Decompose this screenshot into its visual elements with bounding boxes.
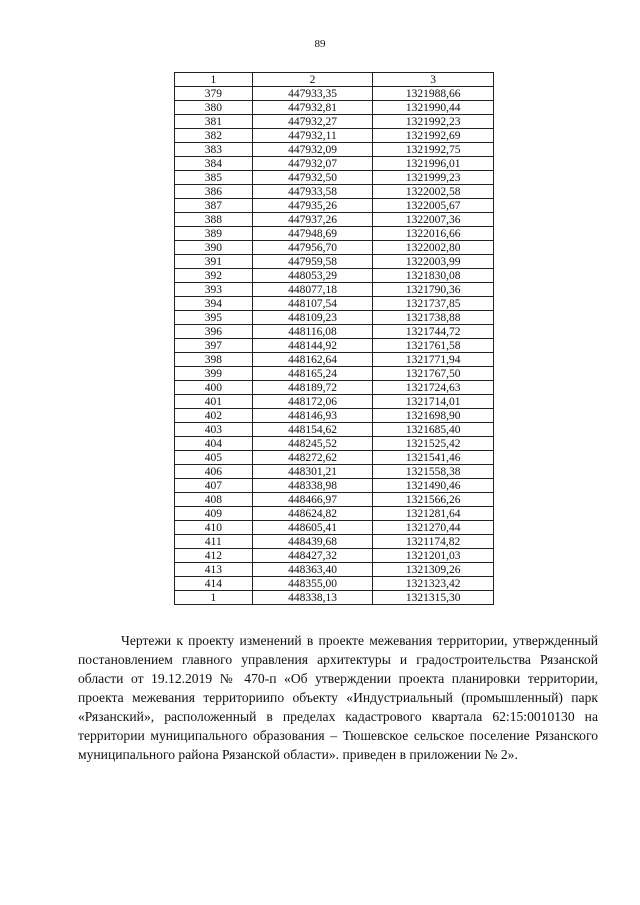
cell-y-coordinate: 1321323,42 — [373, 577, 494, 591]
table-row — [175, 269, 494, 283]
cell-point-number: 407 — [175, 479, 253, 493]
cell-point-number: 385 — [175, 171, 253, 185]
cell-y-coordinate: 1321201,03 — [373, 549, 494, 563]
table-row — [175, 213, 494, 227]
table-row — [175, 143, 494, 157]
cell-y-coordinate: 1321558,38 — [373, 465, 494, 479]
cell-x-coordinate: 447948,69 — [252, 227, 373, 241]
cell-y-coordinate: 1321698,90 — [373, 409, 494, 423]
cell-y-coordinate: 1321566,26 — [373, 493, 494, 507]
cell-x-coordinate: 448245,52 — [252, 437, 373, 451]
cell-x-coordinate: 447959,58 — [252, 255, 373, 269]
cell-x-coordinate: 448466,97 — [252, 493, 373, 507]
page-number: 89 — [314, 38, 326, 50]
body-paragraph: Чертежи к проекту изменений в проекте межевания территории, утвержденный постановлением главного управления архитектуры и градостроительства Рязанской области от 19.12.2019 № 470-п «Об утверждении проекта планировки территории, проекта межевания территориипо объекту «Индустриальный (промышленный) парк «Рязанский», расположенный в пределах кадастрового квартала 62:15:0010130 на территории муниципального образования – Тюшевское сельское поселение Рязанского муниципального района Рязанской области». приведен в приложении № 2». — [78, 633, 598, 762]
cell-y-coordinate: 1321761,58 — [373, 339, 494, 353]
cell-point-number: 411 — [175, 535, 253, 549]
cell-point-number: 413 — [175, 563, 253, 577]
cell-point-number: 391 — [175, 255, 253, 269]
cell-x-coordinate: 448338,13 — [252, 591, 373, 605]
cell-y-coordinate: 1321685,40 — [373, 423, 494, 437]
table-row — [175, 87, 494, 101]
cell-x-coordinate: 448116,08 — [252, 325, 373, 339]
column-header-point: 1 — [175, 73, 253, 87]
cell-x-coordinate: 448189,72 — [252, 381, 373, 395]
cell-point-number: 400 — [175, 381, 253, 395]
cell-point-number: 409 — [175, 507, 253, 521]
cell-x-coordinate: 448162,64 — [252, 353, 373, 367]
table-row — [175, 367, 494, 381]
table-row — [175, 465, 494, 479]
coordinates-table-body — [175, 87, 494, 605]
cell-x-coordinate: 447956,70 — [252, 241, 373, 255]
cell-y-coordinate: 1321490,46 — [373, 479, 494, 493]
cell-x-coordinate: 448272,62 — [252, 451, 373, 465]
cell-x-coordinate: 447932,50 — [252, 171, 373, 185]
cell-y-coordinate: 1321992,23 — [373, 115, 494, 129]
cell-y-coordinate: 1321992,75 — [373, 143, 494, 157]
cell-point-number: 410 — [175, 521, 253, 535]
cell-point-number: 396 — [175, 325, 253, 339]
cell-point-number: 389 — [175, 227, 253, 241]
cell-y-coordinate: 1321309,26 — [373, 563, 494, 577]
cell-x-coordinate: 447932,09 — [252, 143, 373, 157]
cell-x-coordinate: 448355,00 — [252, 577, 373, 591]
cell-x-coordinate: 448077,18 — [252, 283, 373, 297]
cell-point-number: 393 — [175, 283, 253, 297]
cell-y-coordinate: 1322002,80 — [373, 241, 494, 255]
table-row — [175, 171, 494, 185]
cell-y-coordinate: 1321999,23 — [373, 171, 494, 185]
table-row — [175, 283, 494, 297]
cell-y-coordinate: 1322016,66 — [373, 227, 494, 241]
table-row — [175, 507, 494, 521]
cell-point-number: 1 — [175, 591, 253, 605]
cell-point-number: 394 — [175, 297, 253, 311]
cell-x-coordinate: 448427,32 — [252, 549, 373, 563]
cell-y-coordinate: 1321724,63 — [373, 381, 494, 395]
cell-y-coordinate: 1321714,01 — [373, 395, 494, 409]
cell-point-number: 382 — [175, 129, 253, 143]
cell-x-coordinate: 448144,92 — [252, 339, 373, 353]
table-row — [175, 563, 494, 577]
cell-point-number: 387 — [175, 199, 253, 213]
cell-point-number: 381 — [175, 115, 253, 129]
cell-y-coordinate: 1321996,01 — [373, 157, 494, 171]
table-row — [175, 451, 494, 465]
cell-point-number: 386 — [175, 185, 253, 199]
cell-point-number: 402 — [175, 409, 253, 423]
table-row — [175, 535, 494, 549]
cell-point-number: 392 — [175, 269, 253, 283]
cell-x-coordinate: 447932,11 — [252, 129, 373, 143]
table-header-row — [175, 73, 494, 87]
cell-point-number: 384 — [175, 157, 253, 171]
cell-x-coordinate: 448363,40 — [252, 563, 373, 577]
cell-y-coordinate: 1321790,36 — [373, 283, 494, 297]
cell-point-number: 408 — [175, 493, 253, 507]
cell-x-coordinate: 448301,21 — [252, 465, 373, 479]
table-row — [175, 227, 494, 241]
table-row — [175, 241, 494, 255]
cell-point-number: 412 — [175, 549, 253, 563]
column-header-y: 3 — [373, 73, 494, 87]
cell-y-coordinate: 1321992,69 — [373, 129, 494, 143]
cell-y-coordinate: 1322005,67 — [373, 199, 494, 213]
table-row — [175, 311, 494, 325]
cell-y-coordinate: 1322003,99 — [373, 255, 494, 269]
cell-x-coordinate: 447937,26 — [252, 213, 373, 227]
cell-y-coordinate: 1321315,30 — [373, 591, 494, 605]
table-row — [175, 577, 494, 591]
cell-point-number: 383 — [175, 143, 253, 157]
table-row — [175, 115, 494, 129]
cell-point-number: 404 — [175, 437, 253, 451]
table-row — [175, 353, 494, 367]
table-row — [175, 297, 494, 311]
cell-x-coordinate: 448165,24 — [252, 367, 373, 381]
table-row — [175, 521, 494, 535]
cell-x-coordinate: 447933,58 — [252, 185, 373, 199]
table-row — [175, 437, 494, 451]
cell-x-coordinate: 448172,06 — [252, 395, 373, 409]
cell-x-coordinate: 448146,93 — [252, 409, 373, 423]
cell-point-number: 388 — [175, 213, 253, 227]
table-row — [175, 157, 494, 171]
cell-x-coordinate: 447935,26 — [252, 199, 373, 213]
cell-x-coordinate: 448154,62 — [252, 423, 373, 437]
cell-y-coordinate: 1321174,82 — [373, 535, 494, 549]
cell-y-coordinate: 1321738,88 — [373, 311, 494, 325]
table-row — [175, 129, 494, 143]
cell-y-coordinate: 1321771,94 — [373, 353, 494, 367]
cell-point-number: 398 — [175, 353, 253, 367]
table-row — [175, 479, 494, 493]
cell-x-coordinate: 447932,81 — [252, 101, 373, 115]
cell-point-number: 397 — [175, 339, 253, 353]
cell-y-coordinate: 1322002,58 — [373, 185, 494, 199]
cell-y-coordinate: 1321270,44 — [373, 521, 494, 535]
cell-point-number: 403 — [175, 423, 253, 437]
cell-x-coordinate: 447932,27 — [252, 115, 373, 129]
cell-point-number: 395 — [175, 311, 253, 325]
cell-y-coordinate: 1321767,50 — [373, 367, 494, 381]
table-row — [175, 199, 494, 213]
cell-y-coordinate: 1321737,85 — [373, 297, 494, 311]
table-row — [175, 549, 494, 563]
cell-y-coordinate: 1321281,64 — [373, 507, 494, 521]
column-header-x: 2 — [252, 73, 373, 87]
cell-point-number: 399 — [175, 367, 253, 381]
cell-x-coordinate: 447933,35 — [252, 87, 373, 101]
cell-y-coordinate: 1321525,42 — [373, 437, 494, 451]
cell-x-coordinate: 448109,23 — [252, 311, 373, 325]
cell-x-coordinate: 447932,07 — [252, 157, 373, 171]
cell-y-coordinate: 1321541,46 — [373, 451, 494, 465]
cell-y-coordinate: 1322007,36 — [373, 213, 494, 227]
cell-x-coordinate: 448605,41 — [252, 521, 373, 535]
cell-point-number: 380 — [175, 101, 253, 115]
cell-x-coordinate: 448338,98 — [252, 479, 373, 493]
cell-point-number: 379 — [175, 87, 253, 101]
cell-point-number: 390 — [175, 241, 253, 255]
table-row — [175, 185, 494, 199]
cell-x-coordinate: 448624,82 — [252, 507, 373, 521]
cell-y-coordinate: 1321744,72 — [373, 325, 494, 339]
coordinates-table — [174, 72, 494, 605]
cell-y-coordinate: 1321990,44 — [373, 101, 494, 115]
table-row — [175, 101, 494, 115]
cell-point-number: 401 — [175, 395, 253, 409]
cell-x-coordinate: 448053,29 — [252, 269, 373, 283]
cell-point-number: 405 — [175, 451, 253, 465]
table-row — [175, 409, 494, 423]
table-row — [175, 339, 494, 353]
table-row — [175, 423, 494, 437]
table-row — [175, 395, 494, 409]
cell-point-number: 414 — [175, 577, 253, 591]
cell-x-coordinate: 448107,54 — [252, 297, 373, 311]
cell-y-coordinate: 1321988,66 — [373, 87, 494, 101]
table-row — [175, 381, 494, 395]
cell-x-coordinate: 448439,68 — [252, 535, 373, 549]
table-row — [175, 255, 494, 269]
cell-y-coordinate: 1321830,08 — [373, 269, 494, 283]
table-row — [175, 493, 494, 507]
table-row — [175, 591, 494, 605]
cell-point-number: 406 — [175, 465, 253, 479]
table-row — [175, 325, 494, 339]
